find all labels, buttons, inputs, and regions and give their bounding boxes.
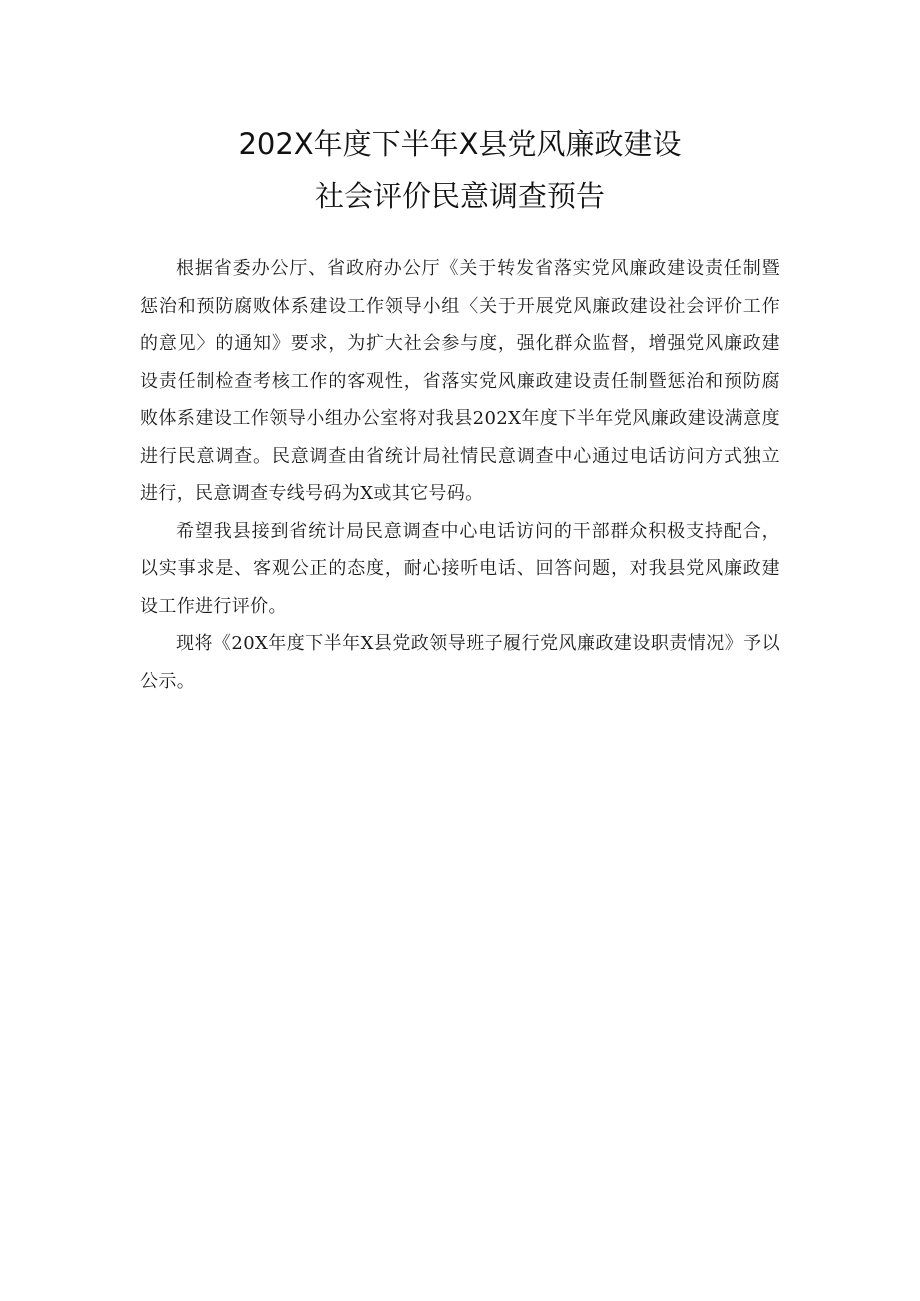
title-line-1: 202X年度下半年X县党风廉政建设 [238, 127, 682, 161]
paragraph-request: 希望我县接到省统计局民意调查中心电话访问的干部群众积极支持配合，以实事求是、客观公正的态度，耐心接听电话、回答问题，对我县党风廉政建设工作进行评价。 [140, 520, 780, 617]
document-body [140, 250, 780, 700]
document-title [0, 118, 920, 222]
paragraph-publicity: 现将《20X年度下半年X县党政领导班子履行党风廉政建设职责情况》予以公示。 [140, 633, 780, 692]
title-line-2: 社会评价民意调查预告 [314, 179, 605, 213]
paragraph-notice: 根据省委办公厅、省政府办公厅《关于转发省落实党风廉政建设责任制暨惩治和预防腐败体系建设工作领导小组〈关于开展党风廉政建设社会评价工作的意见〉的通知》要求，为扩大社会参与度，强化群众监督，增强党风廉政建设责任制检查考核工作的客观性，省落实党风廉政建设责任制暨惩治和预防腐败体系建设工作领导小组办公室将对我县202X年度下半年党风廉政建设满意度进行民意调查。民意调查由省统计局社情民意调查中心通过电话访问方式独立进行，民意调查专线号码为X或其它号码。 [140, 258, 780, 504]
